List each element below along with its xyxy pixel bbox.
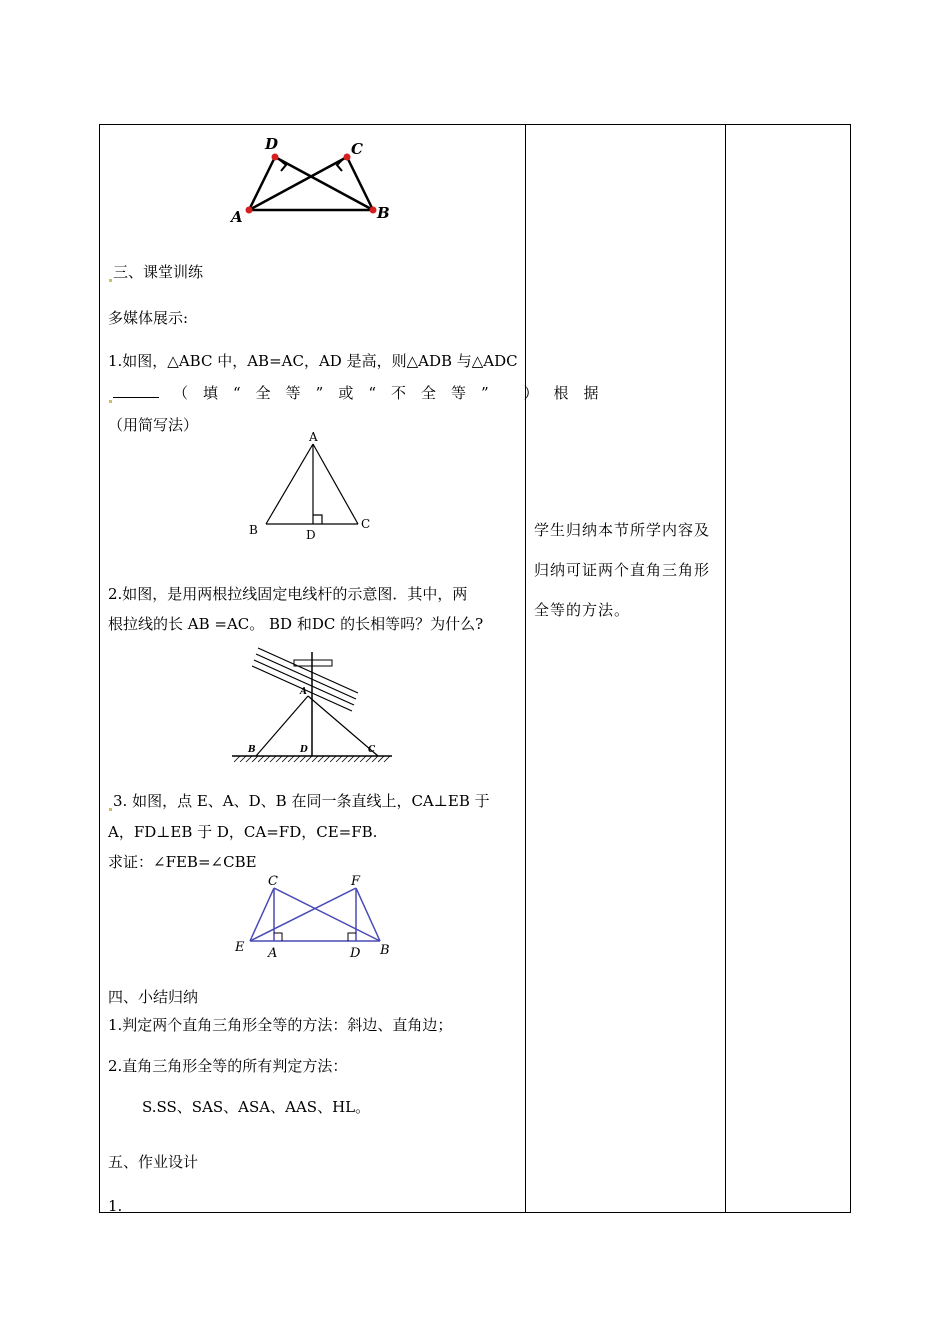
q3-line2: A，FD⊥EB 于 D，CA=FD，CE=FB.	[108, 823, 378, 841]
label-a: A	[300, 687, 307, 697]
section4-item2: 2.直角三角形全等的所有判定方法：	[108, 1057, 348, 1075]
figure-utility-pole	[228, 638, 398, 768]
q2-line2: 根拉线的长 AB =AC。 BD 和DC 的长相等吗？为什么?	[108, 615, 484, 633]
lesson-table	[99, 124, 851, 1213]
label-a: A	[309, 430, 318, 444]
q3-line1: 3. 如图，点 E、A、D、B 在同一条直线上，CA⊥EB 于	[108, 791, 490, 811]
label-c: C	[268, 874, 278, 889]
q1-blank[interactable]	[113, 383, 159, 398]
section3-media: 多媒体展示:	[108, 309, 189, 327]
q3-line3: 求证：∠FEB=∠CBE	[108, 853, 257, 871]
q2-line1: 2.如图，是用两根拉线固定电线杆的示意图．其中，两	[108, 585, 468, 603]
label-b: B	[248, 745, 256, 755]
label-a: A	[231, 208, 243, 226]
q1-line1: 1.如图，△ABC 中，AB=AC，AD 是高，则△ADB 与△ADC	[108, 352, 518, 370]
label-e: E	[235, 940, 245, 955]
label-d: D	[300, 745, 308, 755]
label-d: D	[306, 528, 316, 542]
column-divider-2	[725, 125, 726, 1212]
figure-proof-diagram	[230, 868, 400, 960]
section5-item1: 1.	[108, 1197, 123, 1215]
label-a: A	[268, 946, 278, 960]
q1-line2: （填“全等”或“不全等” ）根据	[108, 383, 613, 403]
q1-line3: （用简写法）	[108, 416, 199, 434]
point-c	[344, 154, 351, 161]
label-c: C	[368, 745, 376, 755]
section4-item3: S.SS、SAS、ASA、AAS、HL。	[142, 1098, 371, 1116]
section5-heading: 五、作业设计	[108, 1153, 199, 1171]
label-c: C	[351, 140, 363, 158]
student-activity-note: 学生归纳本节所学内容及归纳可证两个直角三角形全等的方法。	[534, 521, 711, 619]
point-b	[370, 207, 377, 214]
label-c: C	[361, 517, 371, 531]
figure-crossed-triangles	[225, 132, 405, 227]
label-b: B	[380, 943, 390, 958]
label-d: D	[265, 135, 279, 153]
label-f: F	[351, 874, 361, 889]
section4-heading: 四、小结归纳	[108, 988, 199, 1006]
point-d	[272, 154, 279, 161]
figure-isosceles-triangle	[240, 428, 380, 543]
label-d: D	[350, 946, 361, 960]
label-b: B	[249, 523, 258, 537]
point-a	[246, 207, 253, 214]
label-b: B	[377, 204, 390, 222]
section3-heading: 三、课堂训练	[108, 262, 203, 282]
column-divider-1	[525, 125, 526, 1212]
section4-item1: 1.判定两个直角三角形全等的方法：斜边、直角边；	[108, 1016, 453, 1034]
